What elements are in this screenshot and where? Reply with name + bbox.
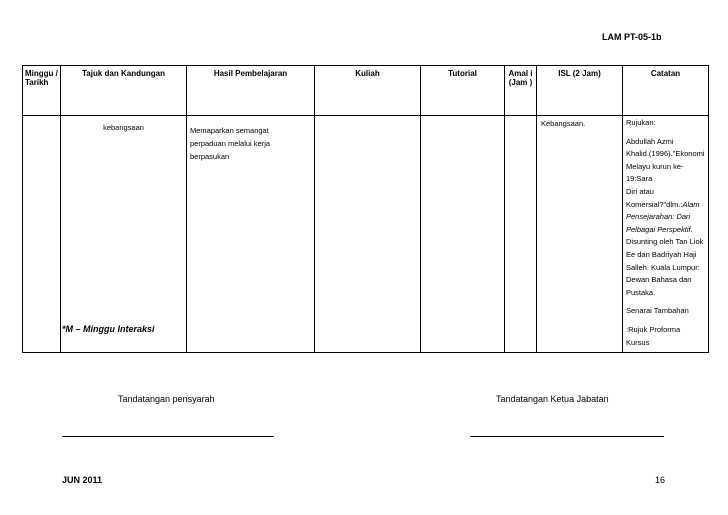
catatan-line <box>626 199 705 212</box>
cell-minggu <box>23 116 61 353</box>
page-number: 16 <box>655 475 666 485</box>
header-minggu: Minggu / Tarikh <box>23 66 61 116</box>
header-amali: Amal i (Jam ) <box>505 66 537 116</box>
catatan-komersial: Komersial?"dlm.: <box>626 199 683 209</box>
cell-isl <box>537 116 623 353</box>
signature-label-head: Tandatangan Ketua Jabatan <box>496 394 609 404</box>
catatan-rujukan: Rujukan: <box>626 118 656 127</box>
catatan-line: Ee dan Badriyah Haji <box>626 249 697 259</box>
header-hasil: Hasil Pembelajaran <box>187 66 315 116</box>
catatan-line: Disunting oleh Tan Liok <box>626 237 704 247</box>
course-plan-table <box>22 65 709 353</box>
catatan-line: Abdullah Azmi <box>626 136 674 146</box>
catatan-tambahan: Senarai Tambahan <box>626 306 689 316</box>
catatan-line: Khalid.(1996)."Ekonomi <box>626 149 705 159</box>
cell-kuliah <box>315 116 421 353</box>
document-code: LAM PT-05-1b <box>602 32 662 42</box>
cell-tajuk <box>61 116 187 353</box>
header-catatan: Catatan <box>623 66 709 116</box>
signature-line-head <box>470 436 664 437</box>
header-isl: ISL (2 Jam) <box>537 66 623 116</box>
footnote: *M – Minggu Interaksi <box>62 324 155 334</box>
signature-line-lecturer <box>62 436 274 437</box>
tajuk-text: kebangsaan <box>103 123 144 132</box>
hasil-line: berpasukan <box>190 152 230 161</box>
catatan-line: Melayu kurun ke-19:Sara <box>626 161 684 184</box>
header-kuliah: Kuliah <box>315 66 421 116</box>
hasil-line: Memaparkan semangat <box>190 126 269 135</box>
cell-tutorial <box>421 116 505 353</box>
catatan-line: Pelbagai Perspektif. <box>626 224 693 234</box>
hasil-line: perpaduan melalui kerja <box>190 139 271 148</box>
catatan-line: Dewan Bahasa dan <box>626 275 692 285</box>
table-header-row <box>23 66 709 116</box>
signature-label-lecturer: Tandatangan pensyarah <box>118 394 215 404</box>
catatan-line: Pensejarahan: Dari <box>626 212 691 222</box>
catatan-line: Salleh. Kuala Lumpur: <box>626 262 700 272</box>
cell-amali <box>505 116 537 353</box>
header-tutorial: Tutorial <box>421 66 505 116</box>
footer-date: JUN 2011 <box>62 475 103 485</box>
table-row <box>23 116 709 353</box>
header-tajuk: Tajuk dan Kandungan <box>61 66 187 116</box>
catatan-rujuk: :Rujuk Proforma Kursus <box>626 324 681 347</box>
cell-hasil <box>187 116 315 353</box>
cell-catatan <box>623 116 709 353</box>
isl-text: Kebangsaan. <box>541 119 586 128</box>
catatan-line: Pustaka. <box>626 287 656 297</box>
catatan-line: Diri atau <box>626 186 654 196</box>
catatan-alam: Alam <box>682 199 700 209</box>
